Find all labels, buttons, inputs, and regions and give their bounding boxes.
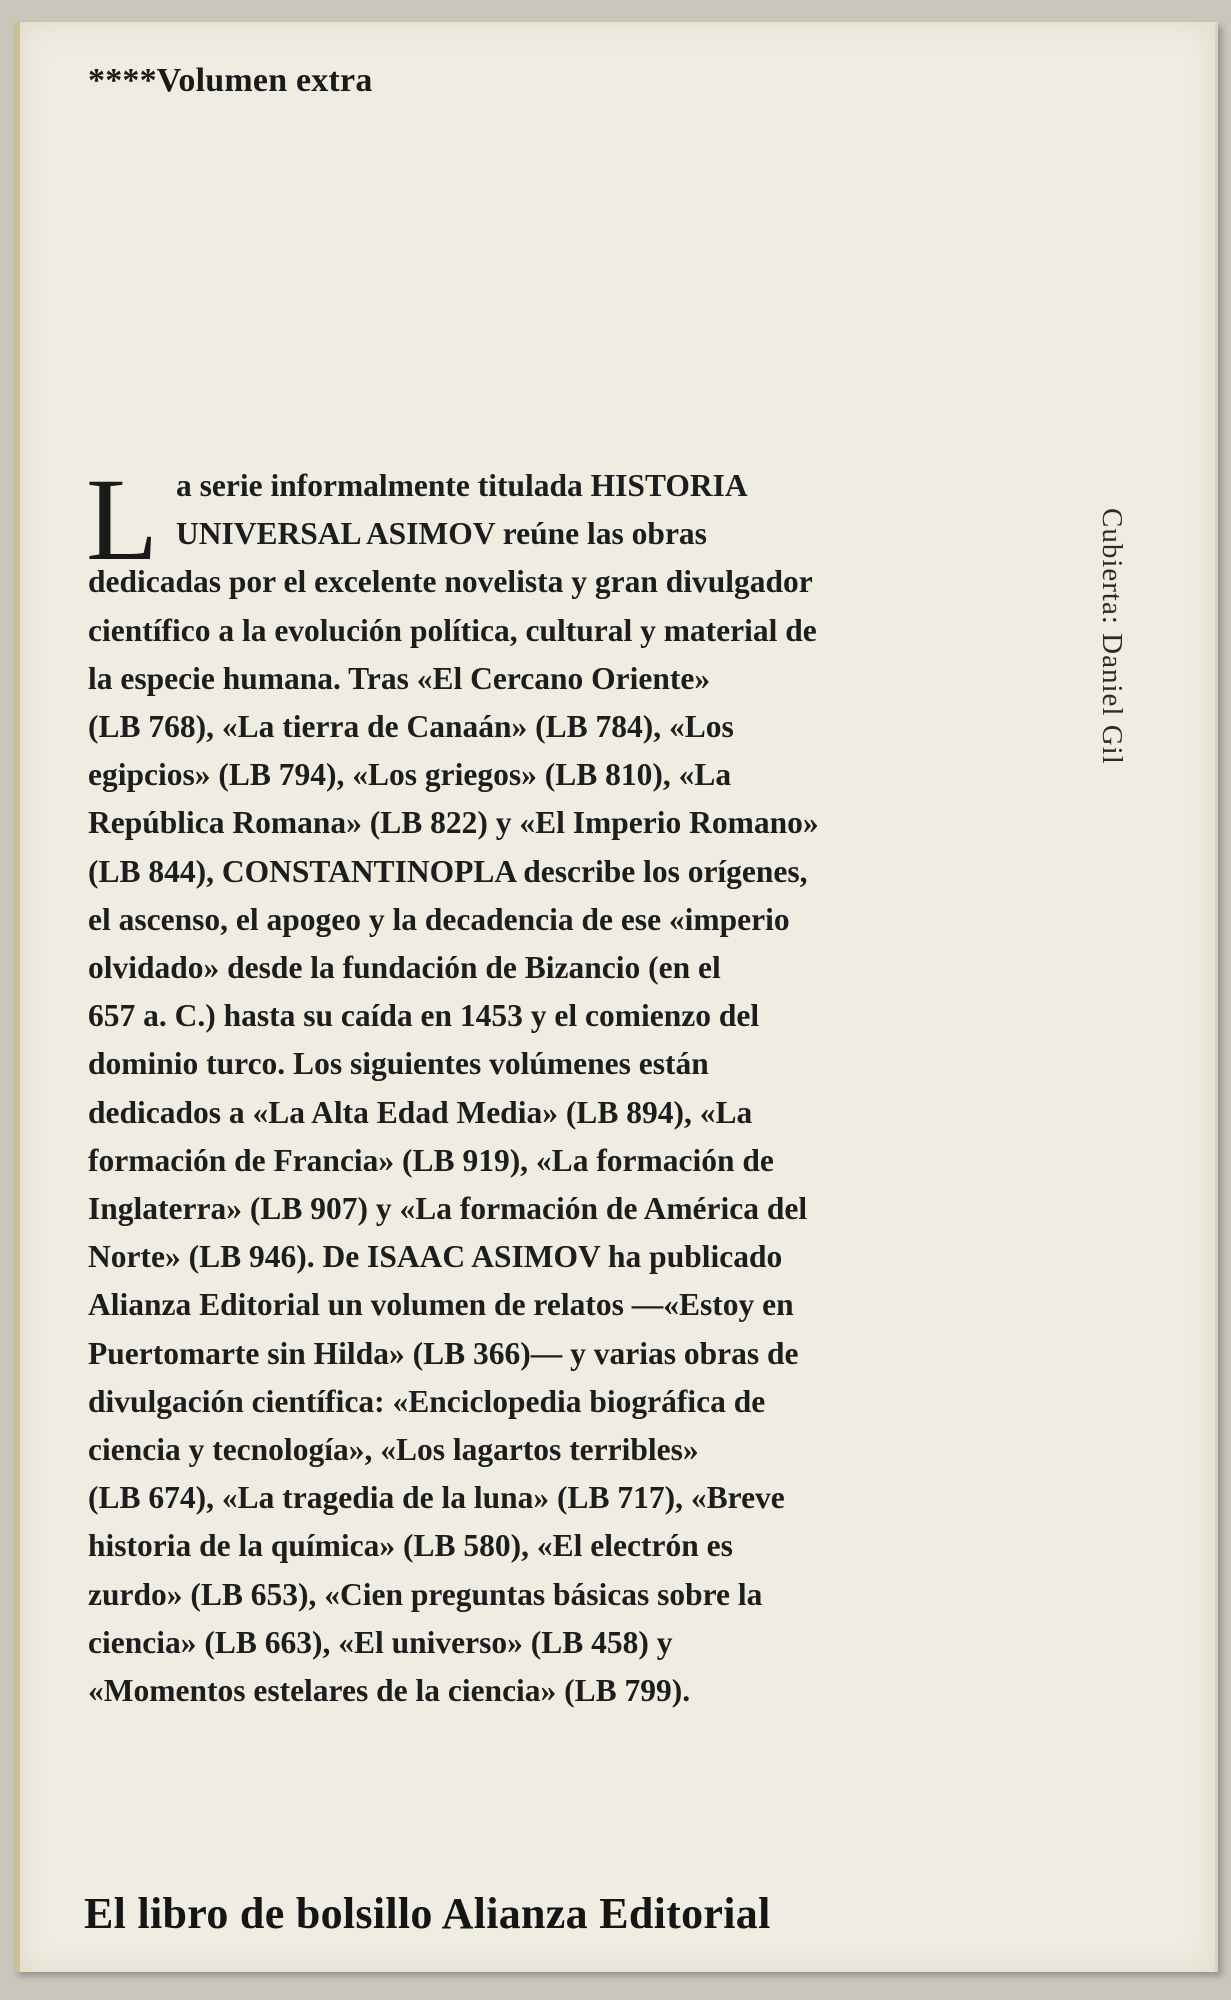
blurb-line: UNIVERSAL ASIMOV reúne las obras bbox=[176, 516, 707, 552]
blurb-line: divulgación científica: «Enciclopedia biográfica de bbox=[88, 1383, 766, 1419]
blurb-line: olvidado» desde la fundación de Bizancio (en el bbox=[88, 950, 721, 986]
blurb-line: el ascenso, el apogeo y la decadencia de ese «imperio bbox=[88, 901, 790, 937]
blurb-line: (LB 768), «La tierra de Canaán» (LB 784), «Los bbox=[88, 709, 734, 745]
blurb-line: República Romana» (LB 822) y «El Imperio Romano» bbox=[88, 805, 819, 841]
blurb-line: ciencia y tecnología», «Los lagartos terribles» bbox=[88, 1432, 699, 1468]
blurb-line: (LB 674), «La tragedia de la luna» (LB 717), «Breve bbox=[88, 1480, 785, 1516]
blurb-line: «Momentos estelares de la ciencia» (LB 799). bbox=[88, 1673, 691, 1709]
blurb-line: zurdo» (LB 653), «Cien preguntas básicas sobre la bbox=[88, 1576, 763, 1612]
blurb-line: Puertomarte sin Hilda» (LB 366)— y varias obras de bbox=[88, 1335, 799, 1371]
blurb-line: científico a la evolución política, cultural y material de bbox=[88, 612, 817, 648]
cover-credit: Cubierta: Daniel Gil bbox=[1096, 508, 1128, 765]
blurb-text bbox=[86, 454, 978, 1715]
blurb-line: Inglaterra» (LB 907) y «La formación de América del bbox=[88, 1191, 808, 1227]
blurb-line: la especie humana. Tras «El Cercano Oriente» bbox=[88, 660, 711, 696]
blurb-line: dedicados a «La Alta Edad Media» (LB 894), «La bbox=[88, 1094, 753, 1130]
publisher-imprint: El libro de bolsillo Alianza Editorial bbox=[84, 1889, 771, 1938]
blurb-line: dedicadas por el excelente novelista y gran divulgador bbox=[88, 564, 813, 600]
blurb-line: Alianza Editorial un volumen de relatos —«Estoy en bbox=[88, 1287, 794, 1323]
blurb-line: egipcios» (LB 794), «Los griegos» (LB 810), «La bbox=[88, 757, 732, 793]
drop-cap: L bbox=[86, 454, 159, 585]
blurb-line: 657 a. C.) hasta su caída en 1453 y el comienzo del bbox=[88, 998, 760, 1034]
volume-label: ****Volumen extra bbox=[88, 62, 373, 99]
blurb-line: Norte» (LB 946). De ISAAC ASIMOV ha publicado bbox=[88, 1239, 783, 1275]
blurb-line: formación de Francia» (LB 919), «La formación de bbox=[88, 1142, 774, 1178]
blurb-line: (LB 844), CONSTANTINOPLA describe los orígenes, bbox=[88, 853, 808, 889]
blurb-line: historia de la química» (LB 580), «El electrón es bbox=[88, 1528, 733, 1564]
blurb-line: dominio turco. Los siguientes volúmenes están bbox=[88, 1046, 709, 1082]
blurb-line: a serie informalmente titulada HISTORIA bbox=[176, 468, 748, 503]
blurb-line: ciencia» (LB 663), «El universo» (LB 458) y bbox=[88, 1624, 673, 1660]
